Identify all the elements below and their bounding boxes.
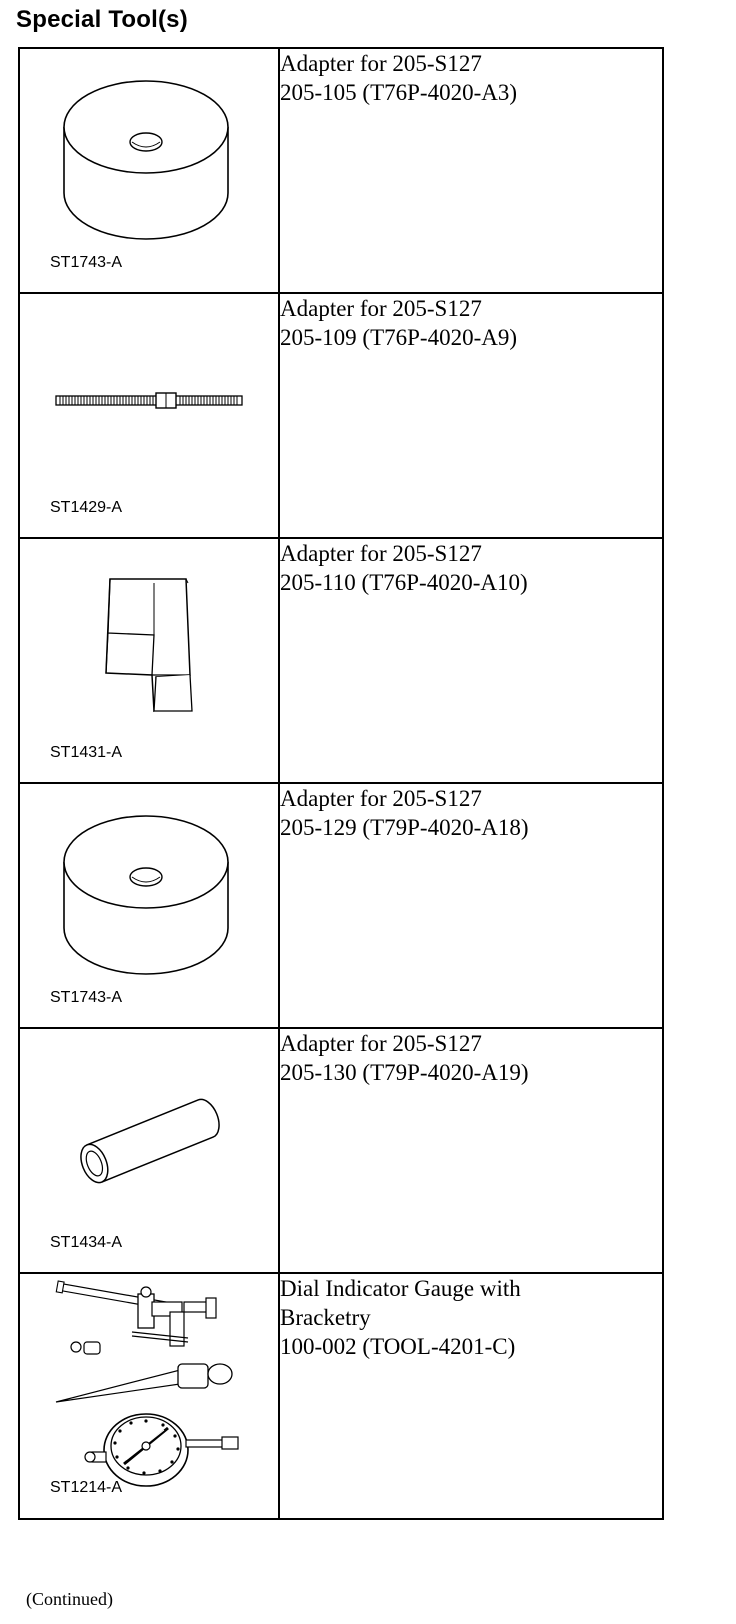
tool-number-line: 205-129 (T79P-4020-A18) [280,815,529,840]
table-row [19,1273,663,1519]
tool-description [279,293,663,538]
tool-name-line: Bracketry [280,1305,371,1330]
tool-description [279,1028,663,1273]
tool-name-line: Adapter for 205-S127 [280,51,482,76]
table-row [19,293,663,538]
tool-number-line: 205-130 (T79P-4020-A19) [280,1060,529,1085]
tool-image-cell [19,293,279,538]
table-row [19,1028,663,1273]
tool-image-cell [19,1273,279,1519]
tool-description [279,538,663,783]
tool-image-code: ST1743-A [50,254,123,271]
tool-number-line: 100-002 (TOOL-4201-C) [280,1334,516,1359]
tool-image-cell [19,538,279,783]
tool-name-line: Adapter for 205-S127 [280,541,482,566]
tool-image-code: ST1434-A [50,1234,123,1251]
tool-description [279,783,663,1028]
tool-number-line: 205-105 (T76P-4020-A3) [280,80,517,105]
tool-name-line: Adapter for 205-S127 [280,786,482,811]
tool-image-code: ST1431-A [50,744,123,761]
tool-image-code: ST1214-A [50,1479,123,1496]
tool-image-code: ST1429-A [50,499,123,516]
table-row [19,48,663,293]
tool-number-line: 205-109 (T76P-4020-A9) [280,325,517,350]
table-row [19,783,663,1028]
continued-note: (Continued) [26,1589,113,1609]
tool-name-line: Adapter for 205-S127 [280,1031,482,1056]
table-row [19,538,663,783]
tool-name-line: Dial Indicator Gauge with [280,1276,521,1301]
tool-description [279,48,663,293]
tool-image-cell [19,1028,279,1273]
special-tools-table [18,47,664,1520]
tool-description [279,1273,663,1519]
page-title: Special Tool(s) [16,6,188,33]
tool-image-code: ST1743-A [50,989,123,1006]
tool-number-line: 205-110 (T76P-4020-A10) [280,570,528,595]
tool-name-line: Adapter for 205-S127 [280,296,482,321]
tool-image-cell [19,48,279,293]
tool-image-cell [19,783,279,1028]
